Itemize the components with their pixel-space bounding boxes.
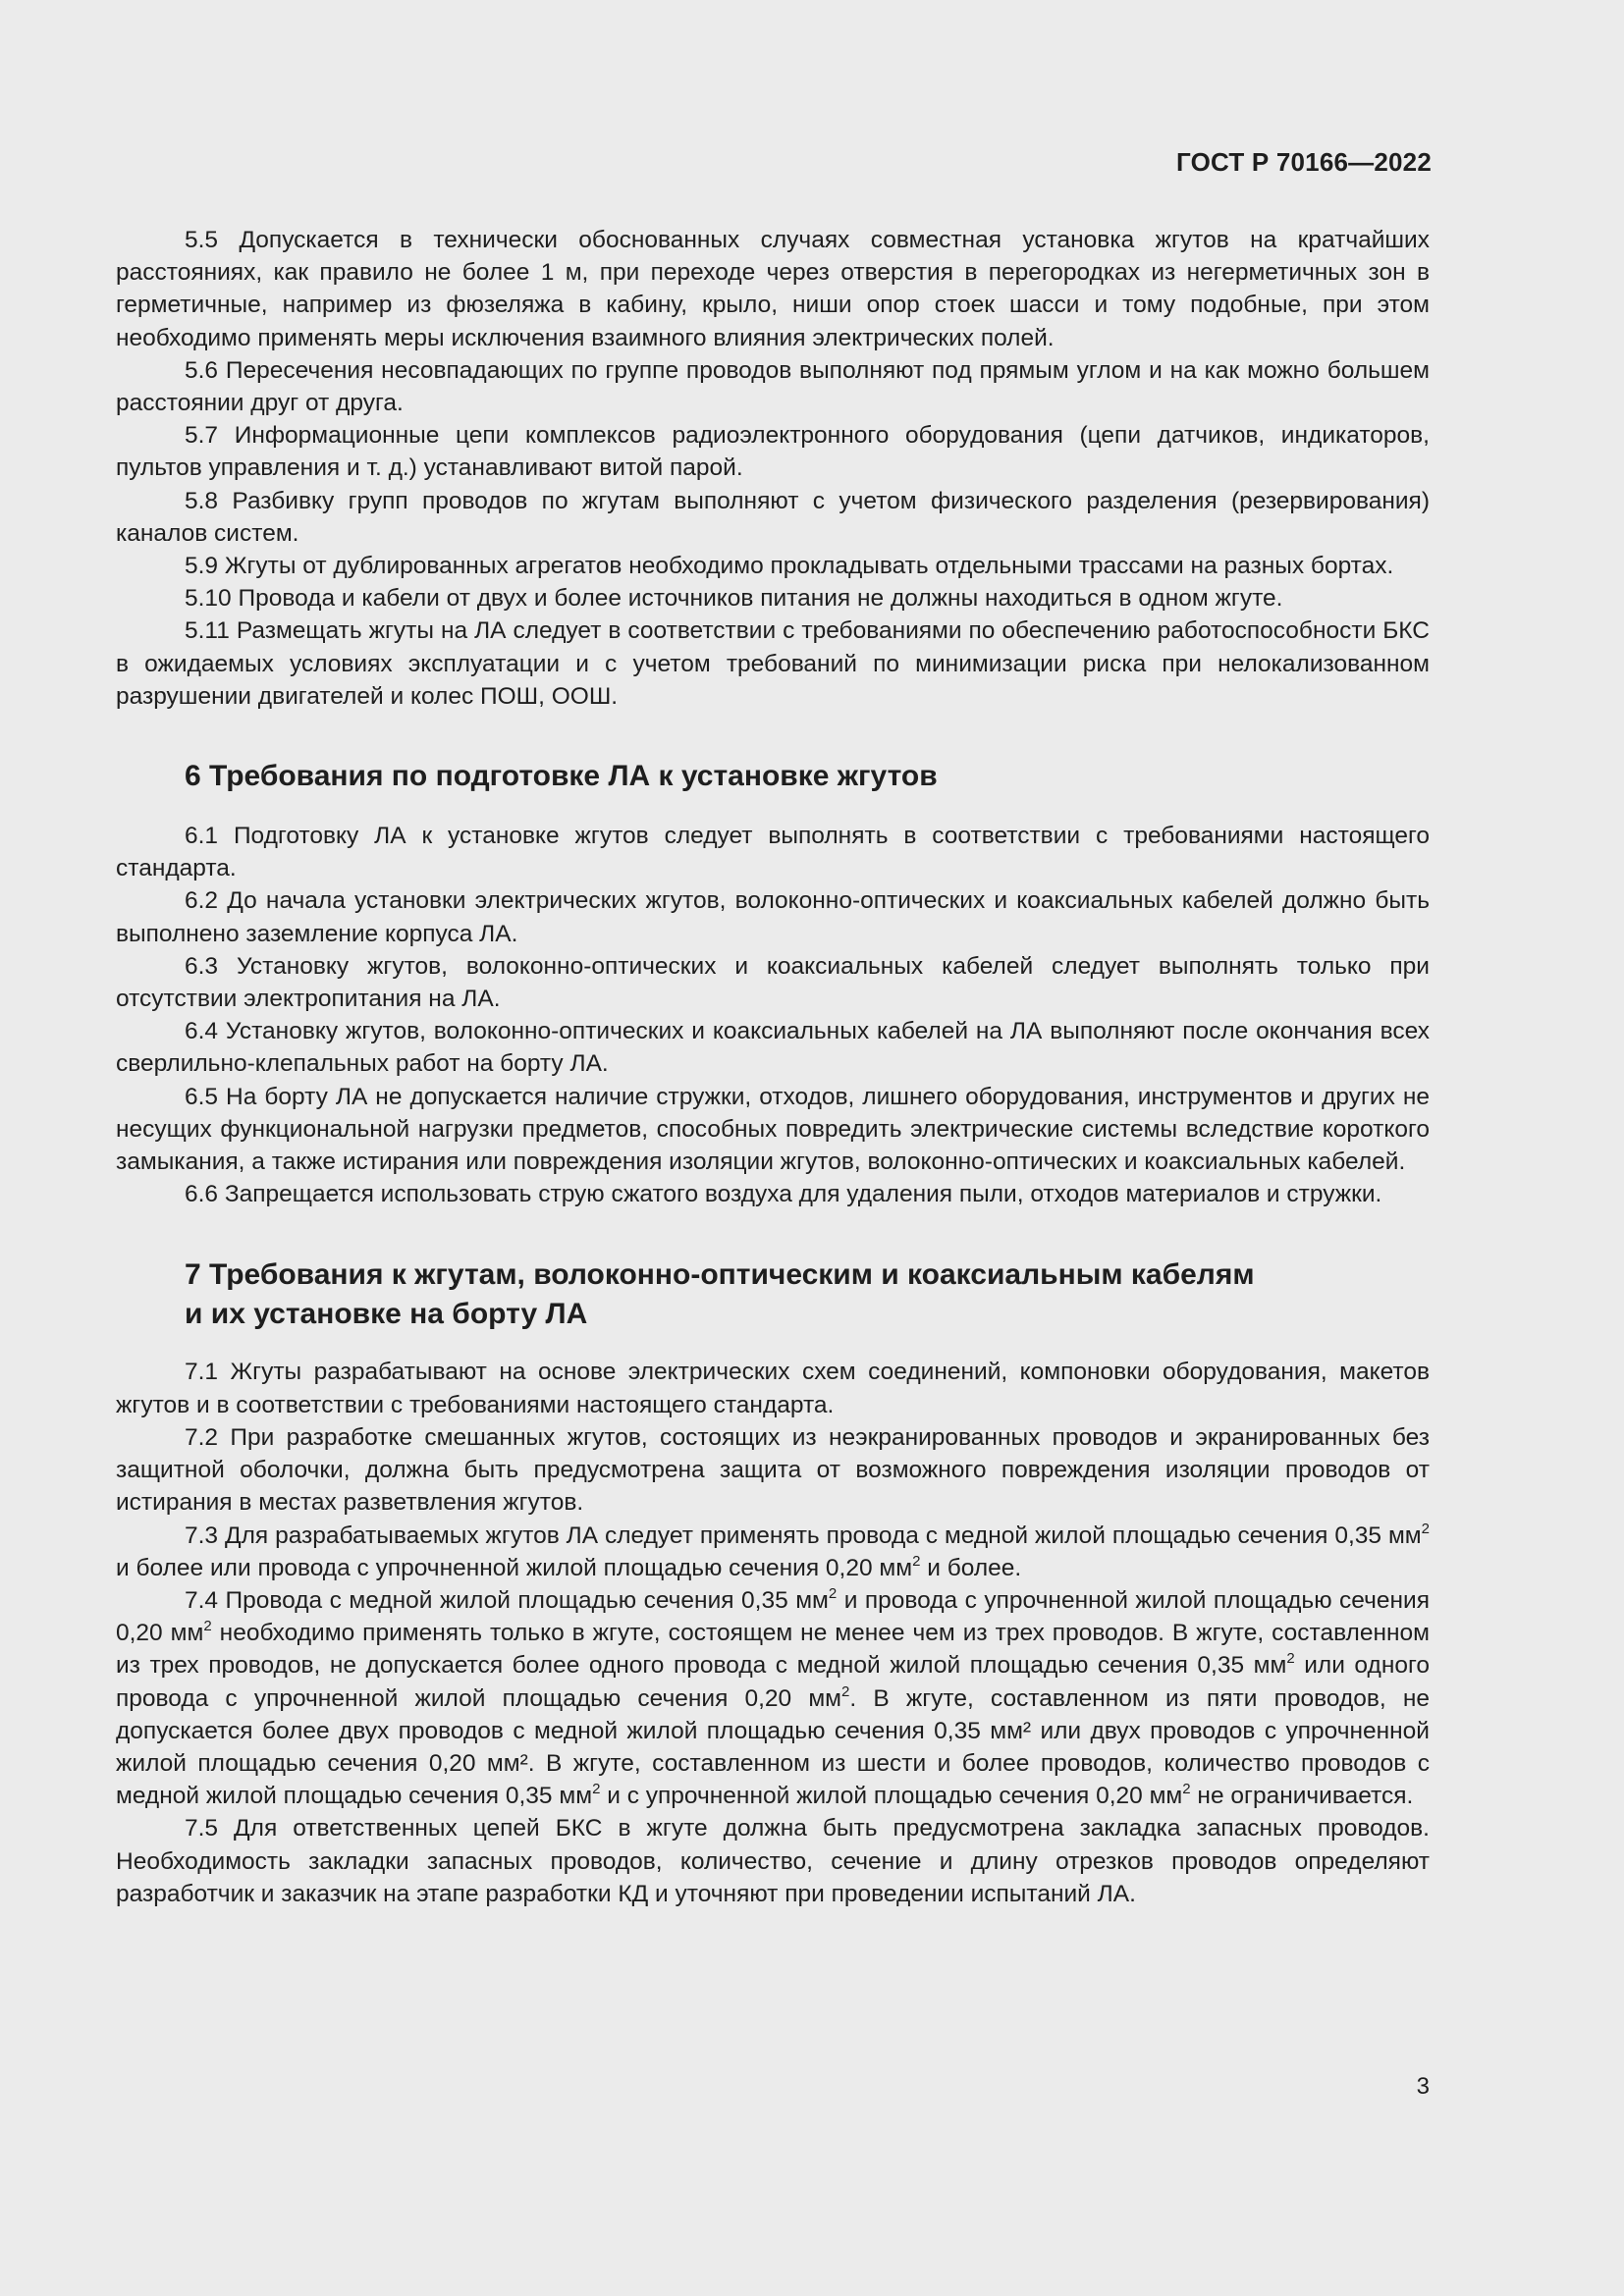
paragraph-6-3: 6.3 Установку жгутов, волоконно-оптических и коаксиальных кабелей следует выполнять только при отсутствии электропитания на ЛА. — [116, 952, 1430, 1013]
text-run: и с упрочненной жилой площадью сечения 0,20 мм — [600, 1783, 1183, 1810]
document-standard-id: ГОСТ Р 70166—2022 — [1176, 147, 1432, 177]
section-7-heading-line-2: и их установке на борту ЛА — [185, 1298, 588, 1331]
paragraph-6-6: 6.6 Запрещается использовать струю сжатого воздуха для удаления пыли, отходов материалов и стружки. — [185, 1181, 1382, 1208]
paragraph-5-6: 5.6 Пересечения несовпадающих по группе проводов выполняют под прямым углом и на как можно большем расстоянии друг от друга. — [116, 356, 1430, 417]
paragraph-7-4 — [116, 1584, 1430, 1812]
paragraph-7-5: 7.5 Для ответственных цепей БКС в жгуте должна быть предусмотрена закладка запасных проводов. Необходимость закладки запасных проводов, количество, сечение и длину отрезков проводов определяют разработчик и заказчик на этапе разработки КД и уточняют при проведении испытаний ЛА. — [116, 1815, 1430, 1907]
superscript: 2 — [1286, 1650, 1295, 1668]
superscript: 2 — [1421, 1520, 1430, 1537]
paragraph-6-1: 6.1 Подготовку ЛА к установке жгутов следует выполнять в соответствии с требованиями настоящего стандарта. — [116, 823, 1430, 882]
paragraph-5-9: 5.9 Жгуты от дублированных агрегатов необходимо прокладывать отдельными трассами на разных бортах. — [185, 553, 1394, 580]
text-run: и более. — [920, 1554, 1022, 1581]
section-7-heading — [116, 1255, 1430, 1334]
paragraph-5-8: 5.8 Разбивку групп проводов по жгутам выполняют с учетом физического разделения (резервирования) каналов систем. — [116, 487, 1430, 547]
section-7-heading-line-1: 7 Требования к жгутам, волоконно-оптическим и коаксиальным кабелям — [185, 1258, 1255, 1292]
paragraph-6-4: 6.4 Установку жгутов, волоконно-оптических и коаксиальных кабелей на ЛА выполняют после окончания всех сверлильно-клепальных работ на борту ЛА. — [116, 1018, 1430, 1078]
text-run: или одного провода с упрочненной жилой площадью сечения 0,20 мм — [116, 1652, 1430, 1712]
paragraph-7-2: 7.2 При разработке смешанных жгутов, состоящих из неэкранированных проводов и экранированных без защитной оболочки, должна быть предусмотрена защита от возможного повреждения изоляции проводов от истирания в местах разветвления жгутов. — [116, 1423, 1430, 1517]
paragraph-5-10: 5.10 Провода и кабели от двух и более источников питания не должны находиться в одном жгуте. — [185, 585, 1283, 613]
superscript: 2 — [592, 1781, 601, 1798]
text-run: не ограничивается. — [1190, 1783, 1414, 1810]
paragraph-7-1: 7.1 Жгуты разрабатывают на основе электрических схем соединений, компоновки оборудования, макетов жгутов и в соответствии с требованиями настоящего стандарта. — [116, 1359, 1430, 1418]
text-run: 7.3 Для разрабатываемых жгутов ЛА следует применять провода с медной жилой площадью сечения 0,35 мм — [185, 1522, 1422, 1549]
text-run: и провода с упрочненной жилой площадью сечения 0,20 мм — [116, 1586, 1430, 1647]
text-run: . В жгуте, составленном из пяти проводов, не допускается более двух проводов с медной жилой площадью сечения 0,35 мм² или двух проводов с упрочненной жилой площадью сечения 0,20 мм². В жгуте, составленном из шести и более проводов, количество проводов с медной жилой площадью сечения 0,35 мм — [116, 1684, 1430, 1810]
text-run: необходимо применять только в жгуте, состоящем не менее чем из трех проводов. В жгуте, составленном из трех проводов, не допускается более одного провода с медной жилой площадью сечения 0,35 мм — [116, 1620, 1430, 1680]
text-run: и более или провода с упрочненной жилой площадью сечения 0,20 мм — [116, 1554, 913, 1581]
paragraph-5-7: 5.7 Информационные цепи комплексов радиоэлектронного оборудования (цепи датчиков, индикаторов, пультов управления и т. д.) устанавливают витой парой. — [116, 422, 1430, 482]
superscript: 2 — [841, 1682, 850, 1700]
superscript: 2 — [203, 1618, 212, 1635]
text-run: 7.4 Провода с медной жилой площадью сечения 0,35 мм — [185, 1586, 829, 1614]
superscript: 2 — [912, 1552, 921, 1570]
paragraph-5-11: 5.11 Размещать жгуты на ЛА следует в соответствии с требованиями по обеспечению работоспособности БКС в ожидаемых условиях эксплуатации и с учетом требований по минимизации риска при нелокализованном разрушении двигателей и колес ПОШ, ООШ. — [116, 617, 1430, 710]
paragraph-7-3 — [116, 1520, 1430, 1584]
superscript: 2 — [828, 1584, 838, 1602]
page-number: 3 — [1416, 2073, 1430, 2100]
paragraph-6-5: 6.5 На борту ЛА не допускается наличие стружки, отходов, лишнего оборудования, инструментов и других не несущих функциональной нагрузки предметов, способных повредить электрические системы вследствие короткого замыкания, а также истирания или повреждения изоляции жгутов, волоконно-оптических и коаксиальных кабелей. — [116, 1083, 1430, 1176]
section-6-heading: 6 Требования по подготовке ЛА к установке жгутов — [185, 760, 938, 793]
document-body — [116, 224, 1430, 1910]
superscript: 2 — [1182, 1781, 1191, 1798]
paragraph-5-5: 5.5 Допускается в технически обоснованных случаях совместная установка жгутов на кратчайших расстояниях, как правило не более 1 м, при переходе через отверстия в перегородках из негерметичных зон в герметичные, например из фюзеляжа в кабину, крыло, ниши опор стоек шасси и тому подобные, при этом необходимо применять меры исключения взаимного влияния электрических полей. — [116, 227, 1430, 351]
paragraph-6-2: 6.2 До начала установки электрических жгутов, волоконно-оптических и коаксиальных кабелей должно быть выполнено заземление корпуса ЛА. — [116, 887, 1430, 947]
